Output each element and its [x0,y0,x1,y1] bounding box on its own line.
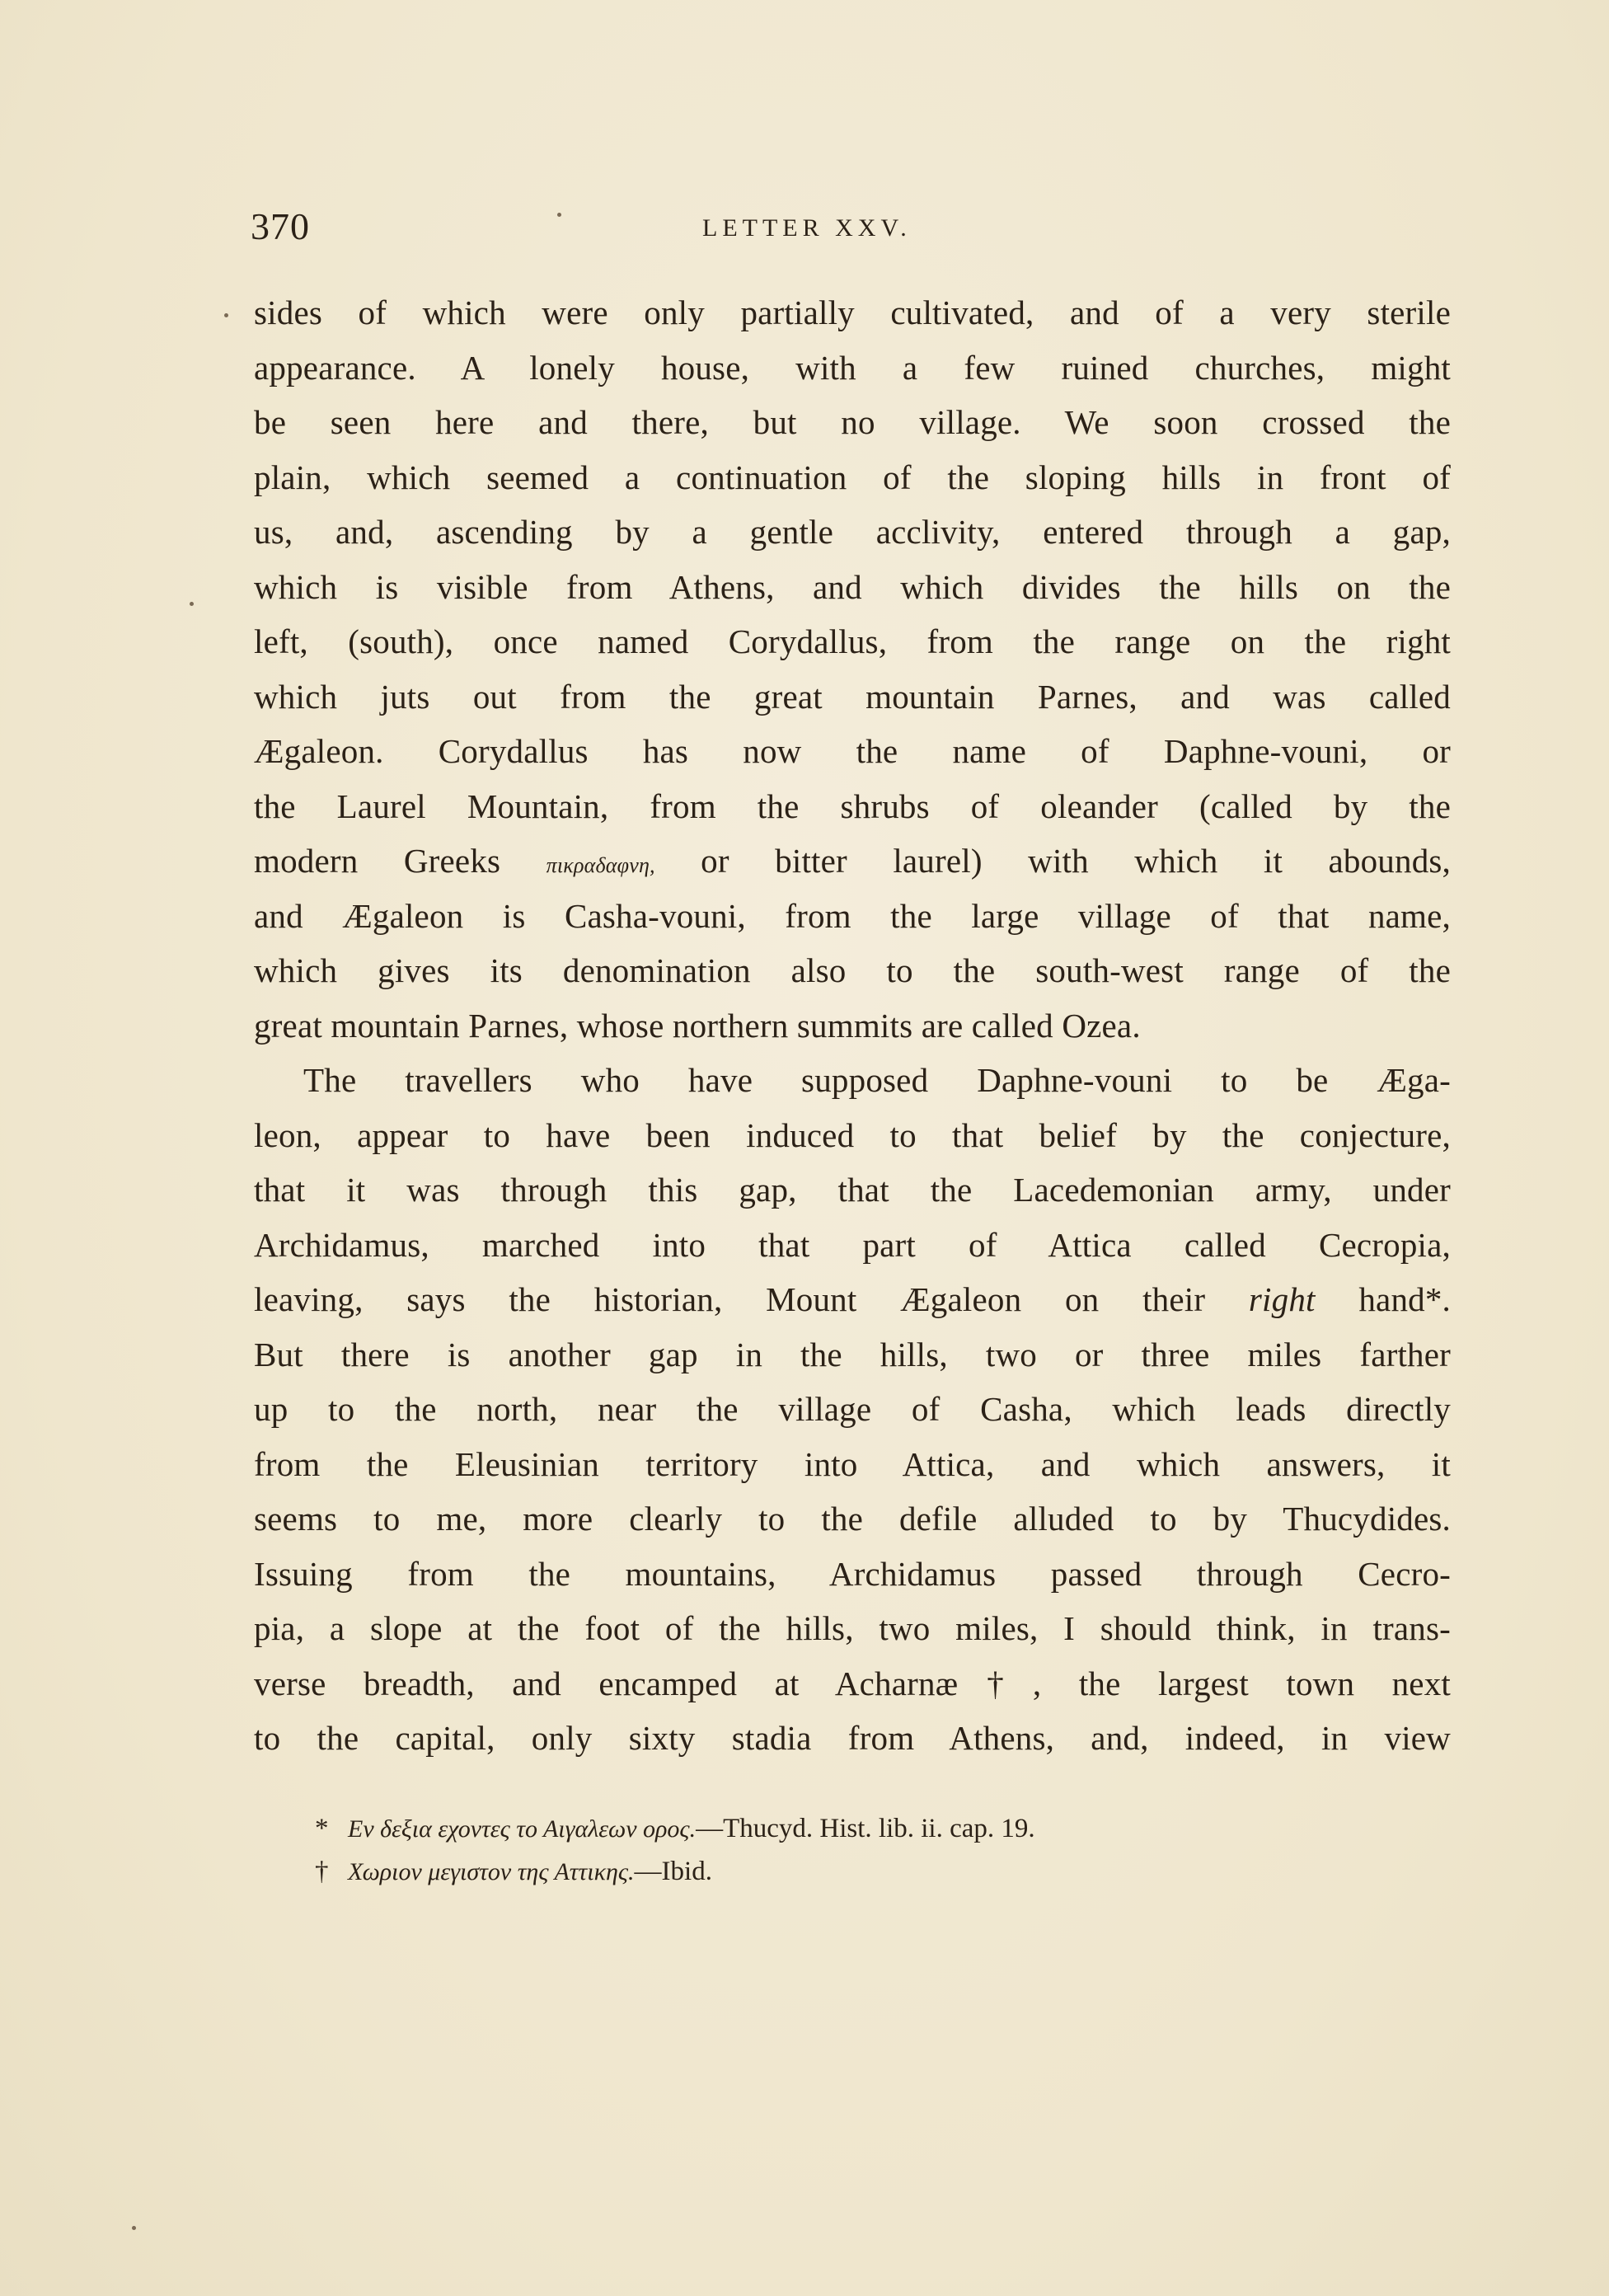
paper-speck [557,213,561,217]
text-line: appearance. A lonely house, with a few ruined churches, might [254,348,1451,387]
footnotes [315,1807,1452,1893]
footnote-reference: —Ibid. [634,1857,712,1886]
text-line: seems to me, more clearly to the defile alluded to by Thucydides. [254,1500,1451,1538]
paper-speck [190,602,194,606]
italic-word: right [1248,1280,1316,1318]
footnote-greek: Χωριον μεγιστον της Αττικης. [348,1858,635,1885]
text-line: The travellers who have supposed Daphne-vouni to be Æga- [303,1061,1451,1099]
text-line: great mountain Parnes, whose northern summits are called Ozea. [254,1006,1141,1045]
text-line: the Laurel Mountain, from the shrubs of oleander (called by the [254,786,1451,825]
greek-word: πικραδαφνη, [546,853,655,877]
text-line [254,833,1451,889]
text-line: leon, appear to have been induced to that belief by the conjecture, [254,1115,1451,1154]
text-segment: modern Greeks [254,842,546,880]
text-line: which juts out from the great mountain Parnes, and was called [254,677,1451,716]
text-line: verse breadth, and encamped at Acharnæ†, the largest town next [254,1664,1451,1702]
text-segment: or bitter laurel) with which it abounds, [654,842,1452,880]
text-line [254,1272,1451,1327]
page-number: 370 [251,205,310,247]
footnote-greek: Εν δεξια εχοντες το Αιγαλεων ορος. [348,1815,697,1843]
text-line: from the Eleusinian territory into Attica, and which answers, it [254,1444,1451,1483]
text-line: plain, which seemed a continuation of the sloping hills in front of [254,458,1451,496]
text-line: and Ægaleon is Casha-vouni, from the large village of that name, [254,896,1451,935]
footnote [315,1850,1452,1893]
text-line: But there is another gap in the hills, two or three miles farther [254,1335,1451,1373]
text-line: pia, a slope at the foot of the hills, two miles, I should think, in trans- [254,1609,1451,1647]
paper-speck [132,2226,136,2230]
text-line: which is visible from Athens, and which divides the hills on the [254,567,1451,606]
footnote-reference: —Thucyd. Hist. lib. ii. cap. 19. [696,1814,1035,1843]
text-line: which gives its denomination also to the south-west range of the [254,951,1451,989]
page-header [251,204,1451,254]
footnote-mark: † [315,1857,329,1886]
text-line: sides of which were only partially cultivated, and of a very sterile [254,293,1451,331]
text-line: left, (south), once named Corydallus, from the range on the right [254,622,1451,660]
footnote [315,1807,1452,1850]
running-head: LETTER XXV. [702,214,912,242]
paper-speck [224,313,228,317]
text-line: up to the north, near the village of Casha, which leads directly [254,1390,1451,1428]
text-line: Issuing from the mountains, Archidamus passed through Cecro- [254,1554,1451,1593]
text-line: Ægaleon. Corydallus has now the name of Daphne-vouni, or [254,732,1451,770]
text-segment: leaving, says the historian, Mount Ægaleon on their [254,1280,1249,1318]
footnote-mark: * [315,1814,329,1843]
text-line: Archidamus, marched into that part of Attica called Cecropia, [254,1225,1451,1264]
text-line: be seen here and there, but no village. We soon crossed the [254,403,1451,441]
text-line: that it was through this gap, that the Lacedemonian army, under [254,1171,1451,1209]
text-line: us, and, ascending by a gentle acclivity, entered through a gap, [254,513,1451,551]
text-segment: hand*. [1315,1280,1451,1318]
text-line: to the capital, only sixty stadia from Athens, and, indeed, in view [254,1719,1451,1757]
body-text [254,285,1451,1766]
